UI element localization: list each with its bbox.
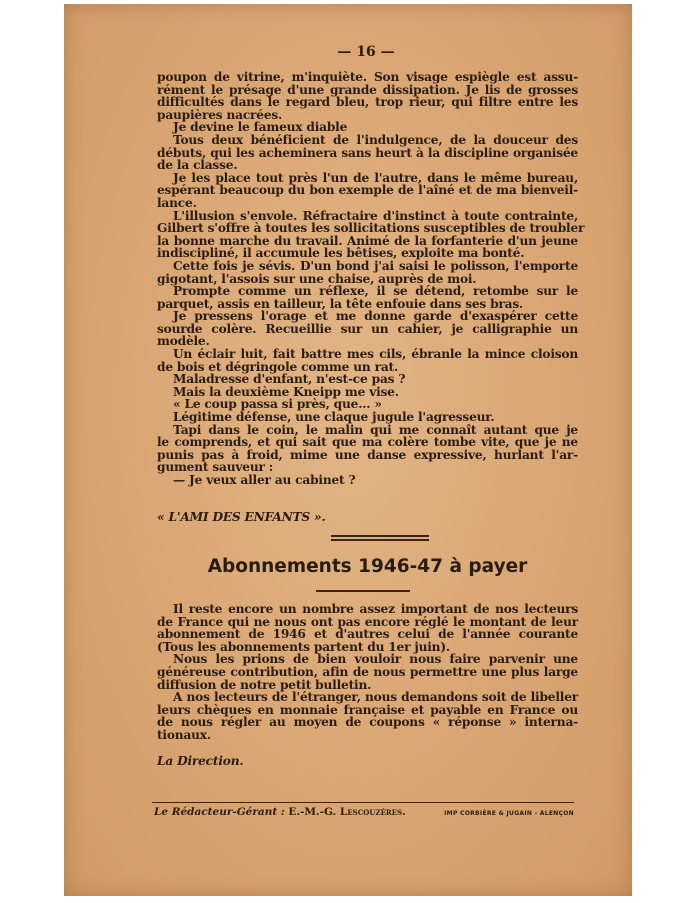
text-line: — Je veux aller au cabinet ?	[173, 473, 356, 487]
text-line: sourde colère. Recueillie sur un cahier, je calligraphie un	[157, 321, 578, 336]
text-line: Un éclair luit, fait battre mes cils, ébranle la mince cloison	[173, 347, 578, 362]
text-line: leurs chèques en monnaie française et payable en France ou	[157, 702, 578, 717]
text-line: débuts, qui les acheminera sans heurt à la discipline organisée	[157, 145, 578, 160]
text-line: lance.	[157, 195, 197, 210]
text-line: Gilbert s'offre à toutes les sollicitations susceptibles de troubler	[157, 221, 585, 236]
text-line: indiscipliné, il accumule les bêtises, exploite ma bonté.	[157, 246, 525, 261]
text-line: Maladresse d'enfant, n'est-ce pas ?	[173, 372, 406, 387]
text-line: L'illusion s'envole. Réfractaire d'instinct à toute contrainte,	[173, 208, 578, 223]
text-line: gigotant, l'assois sur une chaise, auprès de moi.	[157, 271, 477, 286]
signature: La Direction.	[157, 754, 244, 768]
text-line: « Le coup passa si près, que... »	[173, 397, 382, 412]
section-heading: Abonnements 1946-47 à payer	[207, 556, 528, 577]
text-line: de France qui ne nous ont pas encore réglé le montant de leur	[157, 614, 578, 629]
text-line: Je les place tout près l'un de l'autre, dans le même bureau,	[173, 170, 578, 185]
story-text	[157, 70, 585, 487]
text-line: rément le présage d'une grande dissipation. Je lis de grosses	[157, 82, 578, 97]
story-source-wrap	[157, 511, 578, 524]
text-line: Prompte comme un réflexe, il se détend, retombe sur le	[173, 284, 578, 299]
text-line: de la classe.	[157, 158, 238, 173]
signature-wrap	[157, 755, 578, 768]
text-line: modèle.	[157, 334, 210, 349]
text-line: Légitime défense, une claque jugule l'agresseur.	[173, 410, 495, 425]
text-line: diffusion de notre petit bulletin.	[157, 677, 372, 692]
divider-double-bottom	[331, 539, 429, 541]
text-line: Il reste encore un nombre assez important de nos lecteurs	[173, 602, 578, 616]
text-line: Cette fois je sévis. D'un bond j'ai saisi le polisson, l'emporte	[173, 258, 578, 273]
text-line: punis pas à froid, mime une danse expressive, hurlant l'ar-	[157, 447, 578, 462]
text-line: de bois et dégringole comme un rat.	[157, 359, 399, 374]
text-line: Nous les prions de bien vouloir nous faire parvenir une	[173, 652, 578, 667]
text-line: Tapi dans le coin, le malin qui me connaît autant que je	[173, 422, 578, 437]
text-line: A nos lecteurs de l'étranger, nous demandons soit de libeller	[173, 690, 578, 705]
text-line: gument sauveur :	[157, 460, 274, 475]
text-line: poupon de vitrine, m'inquiète. Son visage espiègle est assu-	[157, 70, 578, 84]
footer	[154, 806, 574, 818]
text-line: espérant beaucoup du bon exemple de l'aîné et de ma bienveil-	[157, 183, 578, 198]
text-line: tionaux.	[157, 727, 211, 742]
text-line: le comprends, et qui sait que ma colère tombe vite, que je ne	[157, 435, 578, 450]
text-line: difficultés dans le regard bleu, trop rieur, qui filtre entre les	[157, 95, 578, 110]
text-line: paupières nacrées.	[157, 107, 283, 122]
divider-double-top	[331, 535, 429, 537]
text-line: (Tous les abonnements partent du 1er juin).	[157, 639, 450, 654]
editor-name: E.-M.-G. Lescouzères.	[288, 806, 406, 818]
editor-credit	[154, 806, 406, 818]
text-line: généreuse contribution, afin de nous permettre une plus large	[157, 664, 578, 679]
editor-label: Le Rédacteur-Gérant :	[154, 806, 285, 818]
page-number: — 16 —	[337, 44, 395, 60]
text-line: parquet, assis en tailleur, la tête enfouie dans ses bras.	[157, 296, 524, 311]
divider-single	[316, 590, 410, 592]
text-line: Mais la deuxième Kneipp me vise.	[173, 384, 399, 399]
text-line: la bonne marche du travail. Animé de la forfanterie d'un jeune	[157, 233, 578, 248]
text-line: abonnement de 1946 et d'autres celui de l'année courante	[157, 627, 578, 642]
footer-rule	[152, 802, 574, 803]
text-line: de nous régler au moyen de coupons « réponse » interna-	[157, 715, 578, 730]
story-source: « L'AMI DES ENFANTS ».	[157, 510, 326, 524]
text-line: Je devine le fameux diable	[173, 120, 348, 135]
text-line: Je pressens l'orage et me donne garde d'exaspérer cette	[173, 309, 578, 324]
printer-credit: IMP CORBIÈRE & JUGAIN - ALENÇON	[444, 810, 574, 817]
notice-text	[157, 603, 578, 742]
text-line: Tous deux bénéficient de l'indulgence, de la douceur des	[173, 132, 578, 147]
